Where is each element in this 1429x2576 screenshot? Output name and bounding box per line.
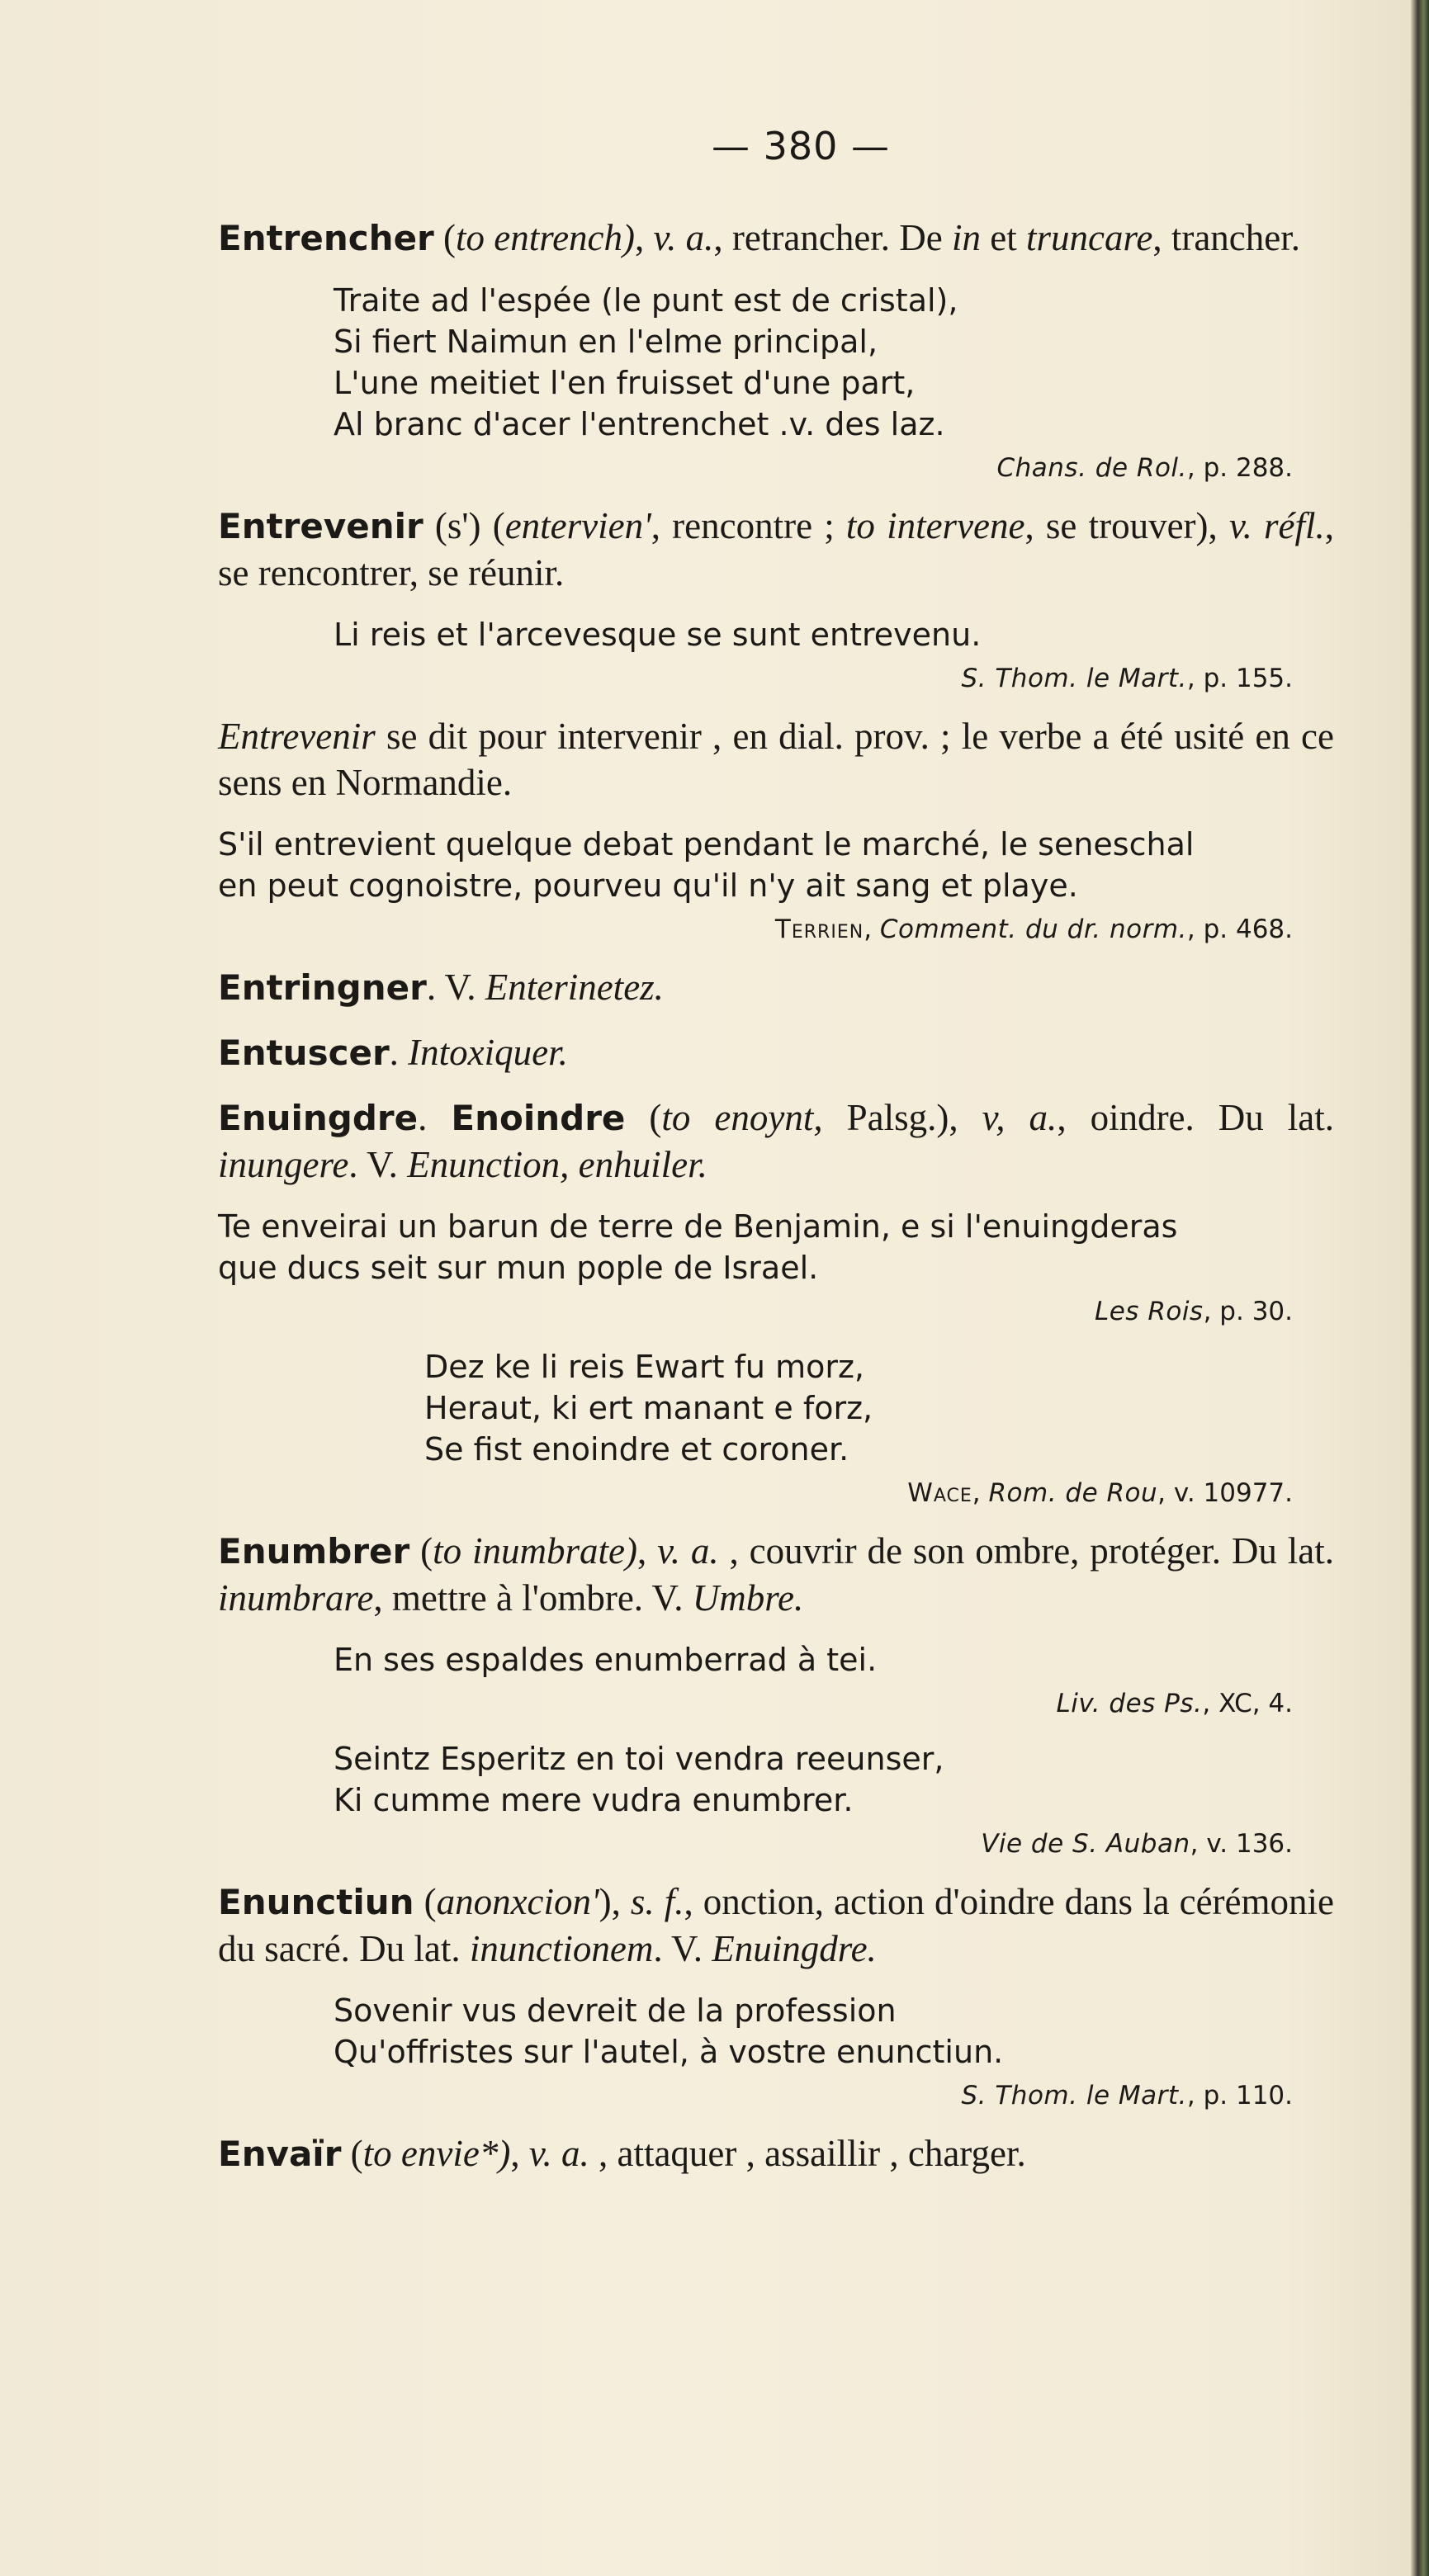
page-number: — 380 — (711, 124, 891, 168)
entry-entrencher: Entrencher (to entrench), v. a., retrancher. De in et truncare, trancher. (218, 217, 1300, 258)
headword: Entrencher (218, 218, 434, 258)
entry-enuingdre: Enuingdre. Enoindre (to enoynt, Palsg.), v, a., oindre. Du lat. inungere. V. Enunction, enhuiler. (218, 1097, 1335, 1185)
headword: Enunctiun (218, 1882, 414, 1922)
entry-enunctiun: Enunctiun (anonxcion'), s. f., onction, action d'oindre dans la cérémonie du sacré. Du lat. inunctionem. V. Enuingdre. (218, 1881, 1334, 1969)
quotation: S'il entrevient quelque debat pendant le marché, le seneschal en peut cognoistre, pourveu qu'il n'y ait sang et playe. (218, 826, 1195, 904)
headword: Entuscer (218, 1033, 390, 1073)
citation: Terrien, Comment. du dr. norm., p. 468. (774, 915, 1293, 944)
headword: Envaïr (218, 2134, 342, 2174)
dictionary-page (218, 124, 1334, 2196)
headword: Entrevenir (218, 506, 423, 546)
headword: Entringner (218, 967, 427, 1008)
page-edge (1411, 0, 1429, 2576)
citation: Liv. des Ps., XC, 4. (1056, 1689, 1293, 1718)
quotation: Te enveirai un barun de terre de Benjamin, e si l'enuingderas que ducs seit sur mun pople de Israel. (218, 1208, 1178, 1286)
usage-note: Entrevenir se dit pour intervenir , en dial. prov. ; le verbe a été usité en ce sens en Normandie. (218, 716, 1334, 803)
entry-entuscer: Entuscer. Intoxiquer. (218, 1032, 568, 1073)
quotation: Seintz Esperitz en toi vendra reeunser, Ki cumme mere vudra enumbrer. (334, 1741, 944, 1818)
citation: Wace, Rom. de Rou, v. 10977. (907, 1478, 1293, 1508)
quotation: Dez ke li reis Ewart fu morz, Heraut, ki ert manant e forz, Se fist enoindre et coroner. (424, 1349, 873, 1468)
citation: Les Rois, p. 30. (1094, 1297, 1293, 1326)
citation: S. Thom. le Mart., p. 155. (961, 664, 1293, 693)
entry-envair: Envaïr (to envie*), v. a. , attaquer , assaillir , charger. (218, 2133, 1026, 2174)
citation: Chans. de Rol., p. 288. (996, 453, 1293, 483)
headword: Enumbrer (218, 1531, 410, 1572)
quotation: Li reis et l'arcevesque se sunt entrevenu. (334, 617, 982, 653)
quotation: Sovenir vus devreit de la profession Qu'offristes sur l'autel, à vostre enunctiun. (334, 1992, 1004, 2070)
citation: S. Thom. le Mart., p. 110. (961, 2081, 1293, 2110)
headword: Enuingdre (218, 1098, 419, 1138)
citation: Vie de S. Auban, v. 136. (981, 1829, 1293, 1859)
quotation: Traite ad l'espée (le punt est de cristal), Si fiert Naimun en l'elme principal, L'une meitiet l'en fruisset d'une part, Al branc d'acer l'entrenchet .v. des laz. (334, 282, 958, 442)
entry-entrevenir: Entrevenir (s') (entervien', rencontre ; to intervene, se trouver), v. réfl., se rencontrer, se réunir. (218, 505, 1335, 593)
quotation: En ses espaldes enumberrad à tei. (334, 1642, 878, 1678)
entry-enumbrer: Enumbrer (to inumbrate), v. a. , couvrir de son ombre, protéger. Du lat. inumbrare, mettre à l'ombre. V. Umbre. (218, 1530, 1334, 1619)
entry-entringner: Entringner. V. Enterinetez. (218, 967, 664, 1008)
